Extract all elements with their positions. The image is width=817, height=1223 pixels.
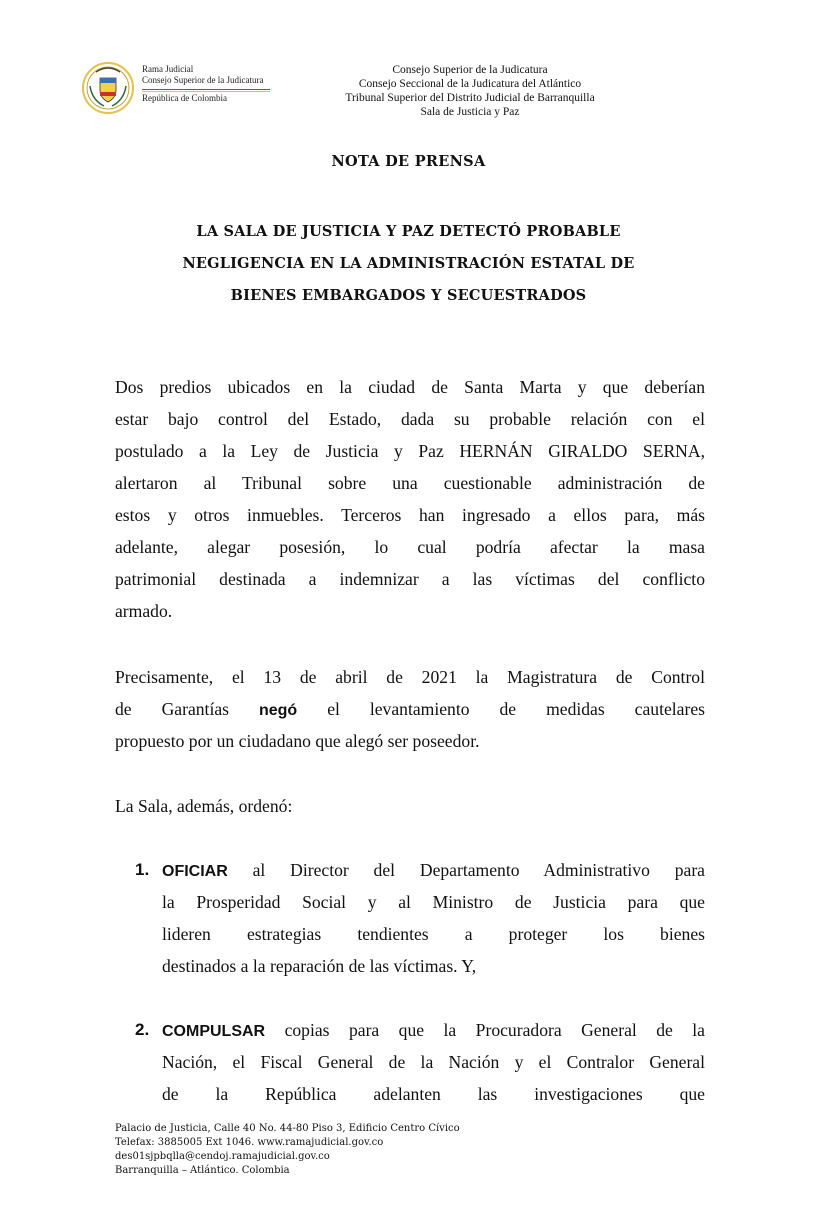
logo-line-1: Rama Judicial xyxy=(142,64,194,74)
text-span: de Garantías xyxy=(115,699,229,719)
footer-phone: Telefax: 3885005 Ext 1046. www.ramajudicial.gov.co xyxy=(115,1137,384,1148)
headline xyxy=(100,216,717,312)
footer-address: Palacio de Justicia, Calle 40 No. 44-80 Piso 3, Edificio Centro Cívico xyxy=(115,1123,460,1134)
list-line xyxy=(162,1014,705,1046)
text-span: el levantamiento de medidas cautelares xyxy=(327,699,706,719)
list-number: 1. xyxy=(135,860,150,879)
headline-line-1: LA SALA DE JUSTICIA Y PAZ DETECTÓ PROBABLE xyxy=(196,223,621,240)
list-item-body xyxy=(162,1014,705,1110)
coat-of-arms-icon xyxy=(80,60,136,116)
header-line-1: Consejo Superior de la Judicatura xyxy=(392,64,548,76)
header-line-2: Consejo Seccional de la Judicatura del Atlántico xyxy=(358,78,582,90)
paragraph-line: estar bajo control del Estado, dada su probable relación con el xyxy=(115,409,705,429)
paragraph-line: estos y otros inmuebles. Terceros han ingresado a ellos para, más xyxy=(115,505,705,525)
paragraph-line: Precisamente, el 13 de abril de 2021 la Magistratura de Control xyxy=(115,667,705,687)
list-line: lideren estrategias tendientes a proteger los bienes xyxy=(162,924,705,944)
paragraph-line: adelante, alegar posesión, lo cual podría afectar la masa xyxy=(115,537,705,557)
list-line: Nación, el Fiscal General de la Nación y el Contralor General xyxy=(162,1052,705,1072)
footer-email: des01sjpbqlla@cendoj.ramajudicial.gov.co xyxy=(115,1151,330,1162)
list-line: destinados a la reparación de las víctimas. Y, xyxy=(162,956,477,976)
list-keyword: OFICIAR xyxy=(162,863,228,880)
list-keyword: COMPULSAR xyxy=(162,1023,266,1040)
headline-line-2: NEGLIGENCIA EN LA ADMINISTRACIÓN ESTATAL DE xyxy=(182,255,635,272)
list-line xyxy=(162,854,705,886)
logo-rule-red xyxy=(142,89,270,90)
paragraph-line: postulado a la Ley de Justicia y Paz HERNÁN GIRALDO SERNA, xyxy=(115,441,705,461)
headline-line-3: BIENES EMBARGADOS Y SECUESTRADOS xyxy=(230,287,587,304)
list-line: de la República adelanten las investigaciones que xyxy=(162,1084,705,1104)
logo-text xyxy=(142,64,263,86)
press-label: NOTA DE PRENSA xyxy=(331,153,486,170)
logo-rule-yellow xyxy=(142,91,270,92)
paragraph-line: alertaron al Tribunal sobre una cuestionable administración de xyxy=(115,473,705,493)
text-span: al Director del Departamento Administrativo para xyxy=(252,860,705,880)
list-line: la Prosperidad Social y al Ministro de Justicia para que xyxy=(162,892,705,912)
list-item-body xyxy=(162,854,705,982)
logo-line-3: República de Colombia xyxy=(142,93,227,103)
emphasis-word: negó xyxy=(258,702,298,719)
paragraph-2 xyxy=(115,661,705,757)
page-footer xyxy=(115,1122,460,1178)
text-span: copias para que la Procuradora General de la xyxy=(284,1020,705,1040)
header-line-3: Tribunal Superior del Distrito Judicial de Barranquilla xyxy=(345,92,595,104)
paragraph-line xyxy=(115,693,705,725)
paragraph-1 xyxy=(115,371,705,627)
paragraph-line: patrimonial destinada a indemnizar a las víctimas del conflicto xyxy=(115,569,705,589)
logo-line-2: Consejo Superior de la Judicatura xyxy=(142,75,264,85)
institution-header xyxy=(300,63,640,119)
paragraph-line: propuesto por un ciudadano que alegó ser poseedor. xyxy=(115,731,480,751)
paragraph-line: Dos predios ubicados en la ciudad de Santa Marta y que deberían xyxy=(115,377,705,397)
paragraph-line: La Sala, además, ordenó: xyxy=(115,796,293,816)
footer-city: Barranquilla – Atlántico. Colombia xyxy=(115,1165,290,1176)
header-line-4: Sala de Justicia y Paz xyxy=(420,106,520,118)
paragraph-line: armado. xyxy=(115,601,173,621)
paragraph-3 xyxy=(115,790,705,822)
rama-judicial-logo xyxy=(80,60,280,116)
list-number: 2. xyxy=(135,1020,150,1039)
